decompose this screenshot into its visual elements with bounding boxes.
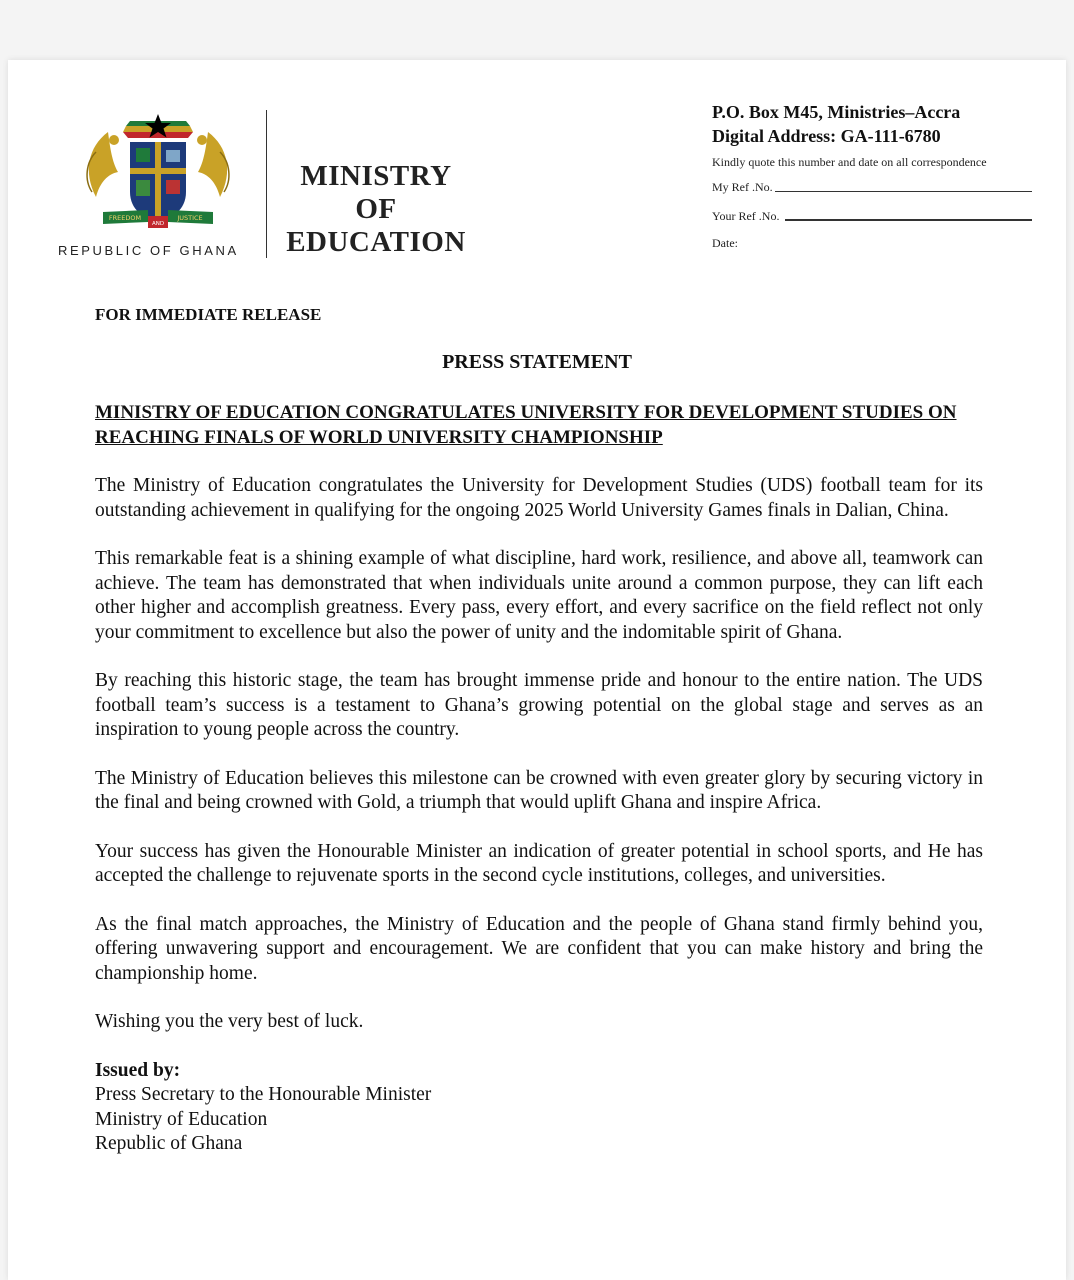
your-ref-label: Your Ref .No. [712,209,780,223]
my-ref-field [712,180,1032,195]
paragraph: This remarkable feat is a shining example of what discipline, hard work, resilience, and above all, teamwork can achieve. The team has demonstrated that when individuals unite around a common purpose, they can lift each other higher and accomplish greatness. Every pass, every effort, and every sacrifice on the field reflect not only your commitment to excellence but also the power of unity and the indomitable spirit of Ghana. [95,548,983,643]
issuer-line: Republic of Ghana [95,1133,243,1154]
ministry-title-line: EDUCATION [286,226,466,258]
motto-and: AND [151,221,165,227]
document-type: PRESS STATEMENT [442,351,632,373]
issuer-line: Press Secretary to the Honourable Minister [95,1084,432,1105]
motto-freedom: FREEDOM [108,214,142,222]
your-ref-field [712,209,1032,224]
release-label: FOR IMMEDIATE RELEASE [95,305,322,324]
paragraph: The Ministry of Education congratulates the University for Development Studies (UDS) football team for its outstanding achievement in qualifying for the ongoing 2025 World University Games finals in Dalian, China. [95,475,983,521]
contact-block [712,100,1032,251]
my-ref-label: My Ref .No. [712,180,773,194]
issued-by-block [95,1059,983,1157]
paragraph: By reaching this historic stage, the team has brought immense pride and honour to the entire nation. The UDS football team’s success is a testament to Ghana’s growing potential on the global stage and serves as an inspiration to young people across the country. [95,670,983,740]
paragraph: The Ministry of Education believes this milestone can be crowned with even greater glory by securing victory in the final and being crowned with Gold, a triumph that would uplift Ghana and inspire Africa. [95,767,983,813]
ministry-title-line: OF [355,193,397,225]
closing-line: Wishing you the very best of luck. [95,1011,364,1032]
ministry-title-line: MINISTRY [300,160,452,192]
date-field [712,236,1032,251]
crest-caption: REPUBLIC OF GHANA [58,243,239,258]
quote-note: Kindly quote this number and date on all correspondence [712,155,987,169]
motto-justice: JUSTICE [177,214,203,222]
paragraph: Your success has given the Honourable Minister an indication of greater potential in school sports, and He has accepted the challenge to rejuvenate sports in the second cycle institutions, colleges, and universities. [95,840,983,886]
statement-body [95,474,983,1157]
issuer-line: Ministry of Education [95,1108,268,1130]
ghana-coat-of-arms [78,112,238,242]
my-ref-line [775,190,1032,192]
postal-address: P.O. Box M45, Ministries–Accra [712,102,961,122]
headline: MINISTRY OF EDUCATION CONGRATULATES UNIVERSITY FOR DEVELOPMENT STUDIES ON REACHING FINALS OF WORLD UNIVERSITY CHAMPIONSHIP [95,402,957,448]
digital-address: Digital Address: GA-111-6780 [712,126,941,146]
your-ref-line [785,218,1032,221]
header-divider [266,110,267,258]
paragraph: As the final match approaches, the Ministry of Education and the people of Ghana stand firmly behind you, offering unwavering support and encouragement. We are confident that you can make history and bring the championship home. [95,913,983,984]
issued-by-label: Issued by: [95,1059,181,1081]
ministry-title [276,160,476,259]
date-label: Date: [712,236,738,250]
